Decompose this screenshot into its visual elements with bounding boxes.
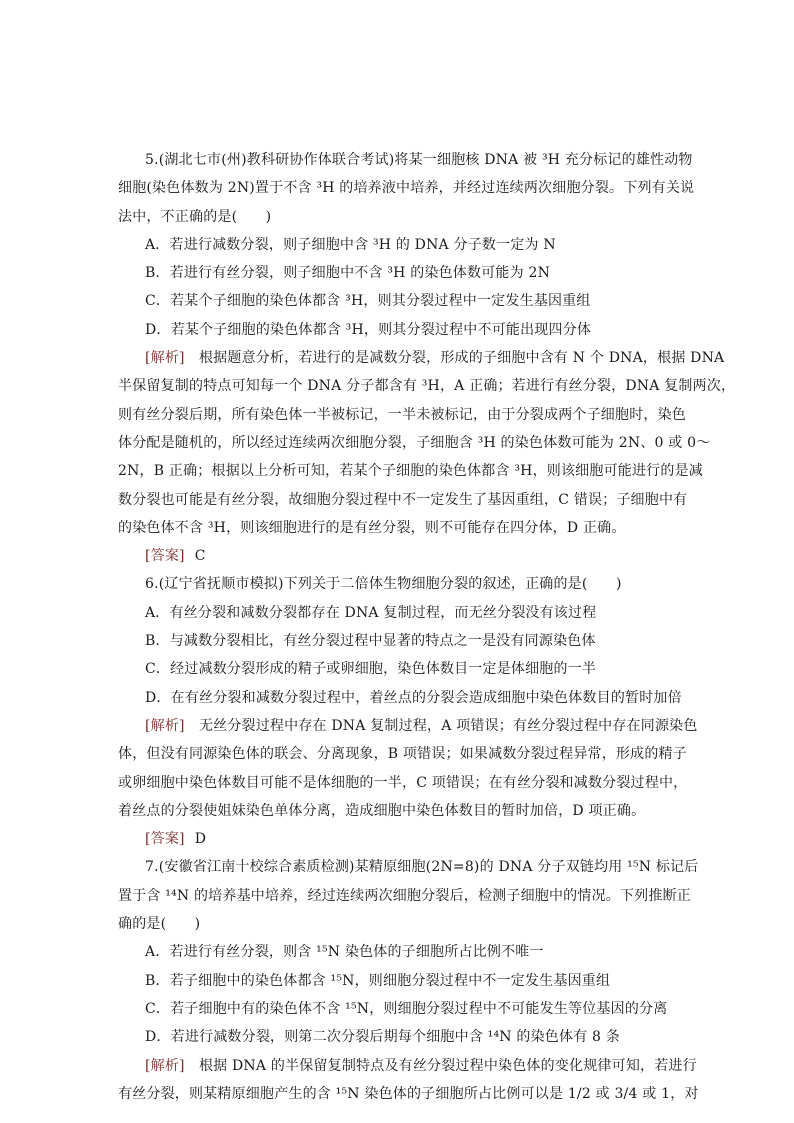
q7-option-d: D．若进行减数分裂，则第二次分裂后期每个细胞中含 ¹⁴N 的染色体有 8 条	[145, 1029, 621, 1046]
q5-analysis-line-2: 半保留复制的特点可知每一个 DNA 分子都含有 ³H，A 正确；若进行有丝分裂，DNA 复制两次，	[118, 378, 736, 395]
q6-analysis-line-4: 着丝点的分裂使姐妹染色单体分离，造成细胞中染色体数目的暂时加倍，D 项正确。	[118, 802, 646, 819]
q7-option-a: A．若进行有丝分裂，则含 ¹⁵N 染色体的子细胞所占比例不唯一	[145, 944, 544, 961]
q7-stem-line-1: 7.(安徽省江南十校综合素质检测)某精原细胞(2N=8)的 DNA 分子双链均用 ¹⁵N 标记后	[145, 859, 699, 876]
q6-answer-tag: [答案]	[145, 831, 185, 848]
q5-analysis-line-6: 数分裂也可能是有丝分裂，故细胞分裂过程中不一定发生了基因重组，C 错误；子细胞中有	[118, 491, 688, 508]
q5-analysis-line-1	[118, 344, 725, 372]
q7-analysis-tag: [解析]	[145, 1057, 185, 1074]
q5-stem-line-1: 5.(湖北七市(州)教科研协作体联合考试)将某一细胞核 DNA 被 ³H 充分标记的雄性动物	[145, 152, 693, 168]
q5-analysis-text-1: 根据题意分析，若进行的是减数分裂，形成的子细胞中含有 N 个 DNA，根据 DNA	[198, 350, 725, 367]
q5-analysis-line-5: 2N，B 正确；根据以上分析可知，若某个子细胞的染色体都含 ³H，则该细胞可能进行的是减	[118, 463, 703, 480]
q5-option-a: A．若进行减数分裂，则子细胞中含 ³H 的 DNA 分子数一定为 N	[145, 236, 556, 253]
q5-analysis-line-3: 则有丝分裂后期，所有染色体一半被标记，一半未被标记，由于分裂成两个子细胞时，染色	[118, 406, 686, 423]
question-5	[118, 146, 736, 570]
q5-answer-value: C	[194, 548, 206, 565]
q5-analysis-line-4: 体分配是随机的，所以经过连续两次细胞分裂，子细胞含 ³H 的染色体数可能为 2N、0 或 0～	[118, 434, 711, 451]
q6-analysis-line-1	[118, 712, 698, 740]
document-content	[118, 146, 736, 1108]
q6-analysis-tag: [解析]	[145, 717, 185, 734]
q5-analysis-tag: [解析]	[145, 350, 185, 367]
q6-answer-line	[118, 825, 678, 853]
question-7	[118, 853, 699, 1108]
q5-analysis-line-7: 的染色体不含 ³H，则该细胞进行的是有丝分裂，则不可能存在四分体，D 正确。	[118, 519, 626, 536]
q5-stem-line-2: 细胞(染色体数为 2N)置于不含 ³H 的培养液中培养，并经过连续两次细胞分裂。下列有关说	[118, 180, 695, 197]
q5-option-d: D．若某个子细胞的染色体都含 ³H，则其分裂过程中不可能出现四分体	[145, 321, 592, 338]
q6-answer-value: D	[194, 831, 207, 848]
q7-option-b: B．若子细胞中的染色体都含 ¹⁵N，则细胞分裂过程中不一定发生基因重组	[145, 972, 611, 989]
q5-option-b: B．若进行有丝分裂，则子细胞中不含 ³H 的染色体数可能为 2N	[145, 265, 551, 282]
q7-analysis-line-2: 有丝分裂，则某精原细胞产生的含 ¹⁵N 染色体的子细胞所占比例可以是 1/2 或 3/4 或 1，对	[118, 1085, 699, 1102]
q5-answer-tag: [答案]	[145, 548, 185, 565]
q6-analysis-text-1: 无丝分裂过程中存在 DNA 复制过程，A 项错误；有丝分裂过程中存在同源染色	[198, 717, 698, 734]
q6-analysis-line-3: 或卵细胞中染色体数目可能不是体细胞的一半，C 项错误；在有丝分裂和减数分裂过程中，	[118, 774, 688, 791]
q7-analysis-text-1: 根据 DNA 的半保留复制特点及有丝分裂过程中染色体的变化规律可知，若进行	[198, 1057, 697, 1074]
q5-answer-line	[118, 542, 678, 570]
q6-option-a: A．有丝分裂和减数分裂都存在 DNA 复制过程，而无丝分裂没有该过程	[145, 604, 597, 621]
question-6	[118, 570, 698, 853]
q6-analysis-line-2: 体，但没有同源染色体的联会、分离现象，B 项错误；如果减数分裂过程异常，形成的精子	[118, 746, 687, 763]
q5-option-c: C．若某个子细胞的染色体都含 ³H，则其分裂过程中一定发生基因重组	[145, 293, 591, 310]
q6-option-b: B．与减数分裂相比，有丝分裂过程中显著的特点之一是没有同源染色体	[145, 633, 596, 650]
q7-stem-line-3: 确的是( )	[118, 916, 201, 933]
q7-option-c: C．若子细胞中有的染色体不含 ¹⁵N，则细胞分裂过程中不可能发生等位基因的分离	[145, 1000, 668, 1017]
q7-analysis-line-1	[118, 1052, 697, 1080]
q7-stem-line-2: 置于含 ¹⁴N 的培养基中培养，经过连续两次细胞分裂后，检测子细胞中的情况。下列推断正	[118, 887, 691, 904]
q6-stem-line-1: 6.(辽宁省抚顺市模拟)下列关于二倍体生物细胞分裂的叙述，正确的是( )	[145, 576, 622, 593]
q5-stem-line-3: 法中，不正确的是( )	[118, 208, 272, 225]
q6-option-d: D．在有丝分裂和减数分裂过程中，着丝点的分裂会造成细胞中染色体数目的暂时加倍	[145, 689, 682, 706]
q6-option-c: C．经过减数分裂形成的精子或卵细胞，染色体数目一定是体细胞的一半	[145, 661, 597, 678]
